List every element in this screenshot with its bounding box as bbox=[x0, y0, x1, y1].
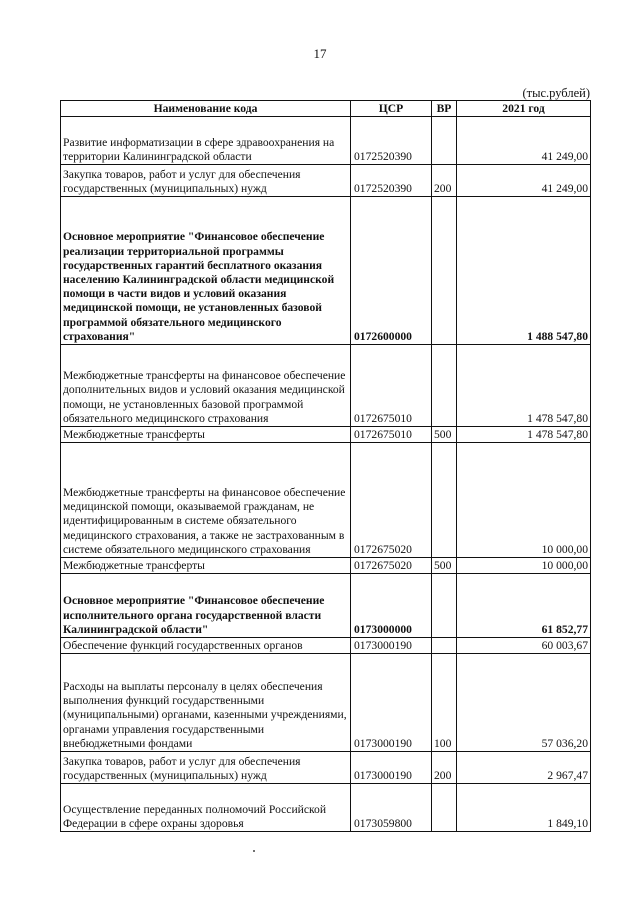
table-row bbox=[61, 427, 591, 443]
row-name: Закупка товаров, работ и услуг для обеспечения государственных (муниципальных) нужд bbox=[61, 165, 351, 197]
row-name: Межбюджетные трансферты на финансовое обеспечение медицинской помощи, оказываемой гражданам, не идентифицированным в системе обязательного медицинского страхования, а также не застрахованным в системе обязательного медицинского страхования bbox=[61, 443, 351, 558]
row-amount: 60 003,67 bbox=[457, 638, 591, 654]
row-amount: 41 249,00 bbox=[457, 117, 591, 165]
row-amount: 10 000,00 bbox=[457, 443, 591, 558]
table-header-row bbox=[61, 101, 591, 117]
row-name: Закупка товаров, работ и услуг для обеспечения государственных (муниципальных) нужд bbox=[61, 752, 351, 784]
row-vr bbox=[432, 638, 457, 654]
row-amount: 2 967,47 bbox=[457, 752, 591, 784]
row-amount: 61 852,77 bbox=[457, 574, 591, 638]
row-csr: 0172675010 bbox=[351, 345, 432, 427]
row-vr: 200 bbox=[432, 165, 457, 197]
header-year: 2021 год bbox=[457, 101, 591, 117]
row-csr: 0173059800 bbox=[351, 784, 432, 832]
table-row bbox=[61, 117, 591, 165]
row-amount: 1 478 547,80 bbox=[457, 345, 591, 427]
row-name: Обеспечение функций государственных органов bbox=[61, 638, 351, 654]
table-row bbox=[61, 443, 591, 558]
row-csr: 0173000190 bbox=[351, 638, 432, 654]
scan-mark bbox=[253, 850, 255, 852]
row-vr: 100 bbox=[432, 654, 457, 752]
row-amount: 10 000,00 bbox=[457, 558, 591, 574]
row-amount: 1 849,10 bbox=[457, 784, 591, 832]
row-name: Межбюджетные трансферты bbox=[61, 558, 351, 574]
row-csr: 0172675020 bbox=[351, 443, 432, 558]
row-csr: 0173000190 bbox=[351, 752, 432, 784]
row-name: Развитие информатизации в сфере здравоохранения на территории Калининградской области bbox=[61, 117, 351, 165]
row-csr: 0172600000 bbox=[351, 197, 432, 345]
table-row bbox=[61, 345, 591, 427]
row-vr bbox=[432, 117, 457, 165]
row-vr bbox=[432, 443, 457, 558]
row-amount: 1 488 547,80 bbox=[457, 197, 591, 345]
row-csr: 0172520390 bbox=[351, 117, 432, 165]
row-csr: 0172675010 bbox=[351, 427, 432, 443]
row-vr: 500 bbox=[432, 558, 457, 574]
row-name: Межбюджетные трансферты на финансовое обеспечение дополнительных видов и условий оказания медицинской помощи, не установленных базовой программой обязательного медицинского страхования bbox=[61, 345, 351, 427]
page-number: 17 bbox=[313, 46, 327, 61]
row-csr: 0172520390 bbox=[351, 165, 432, 197]
row-amount: 41 249,00 bbox=[457, 165, 591, 197]
table-row bbox=[61, 654, 591, 752]
row-name: Основное мероприятие "Финансовое обеспечение исполнительного органа государственной власти Калининградской области" bbox=[61, 574, 351, 638]
table-row bbox=[61, 638, 591, 654]
row-csr: 0172675020 bbox=[351, 558, 432, 574]
row-name: Осуществление переданных полномочий Российской Федерации в сфере охраны здоровья bbox=[61, 784, 351, 832]
table-row bbox=[61, 165, 591, 197]
row-name: Межбюджетные трансферты bbox=[61, 427, 351, 443]
table-row bbox=[61, 752, 591, 784]
row-amount: 57 036,20 bbox=[457, 654, 591, 752]
row-vr bbox=[432, 574, 457, 638]
row-name: Основное мероприятие "Финансовое обеспечение реализации территориальной программы государственных гарантий бесплатного оказания населению Калининградской области медицинской помощи в части видов и условий оказания медицинской помощи, не установленных базовой программой обязательного медицинского страхования" bbox=[61, 197, 351, 345]
header-csr: ЦСР bbox=[351, 101, 432, 117]
table-row bbox=[61, 558, 591, 574]
row-vr: 500 bbox=[432, 427, 457, 443]
row-csr: 0173000000 bbox=[351, 574, 432, 638]
header-name: Наименование кода bbox=[61, 101, 351, 117]
row-amount: 1 478 547,80 bbox=[457, 427, 591, 443]
table-row bbox=[61, 574, 591, 638]
unit-label: (тыс.рублей) bbox=[522, 86, 590, 100]
row-name: Расходы на выплаты персоналу в целях обеспечения выполнения функций государственными (муниципальными) органами, казенными учреждениями, органами управления государственными внебюджетными фондами bbox=[61, 654, 351, 752]
row-vr bbox=[432, 784, 457, 832]
table-row bbox=[61, 784, 591, 832]
budget-table bbox=[60, 100, 591, 832]
row-vr: 200 bbox=[432, 752, 457, 784]
row-csr: 0173000190 bbox=[351, 654, 432, 752]
header-vr: ВР bbox=[432, 101, 457, 117]
table-row bbox=[61, 197, 591, 345]
row-vr bbox=[432, 345, 457, 427]
row-vr bbox=[432, 197, 457, 345]
